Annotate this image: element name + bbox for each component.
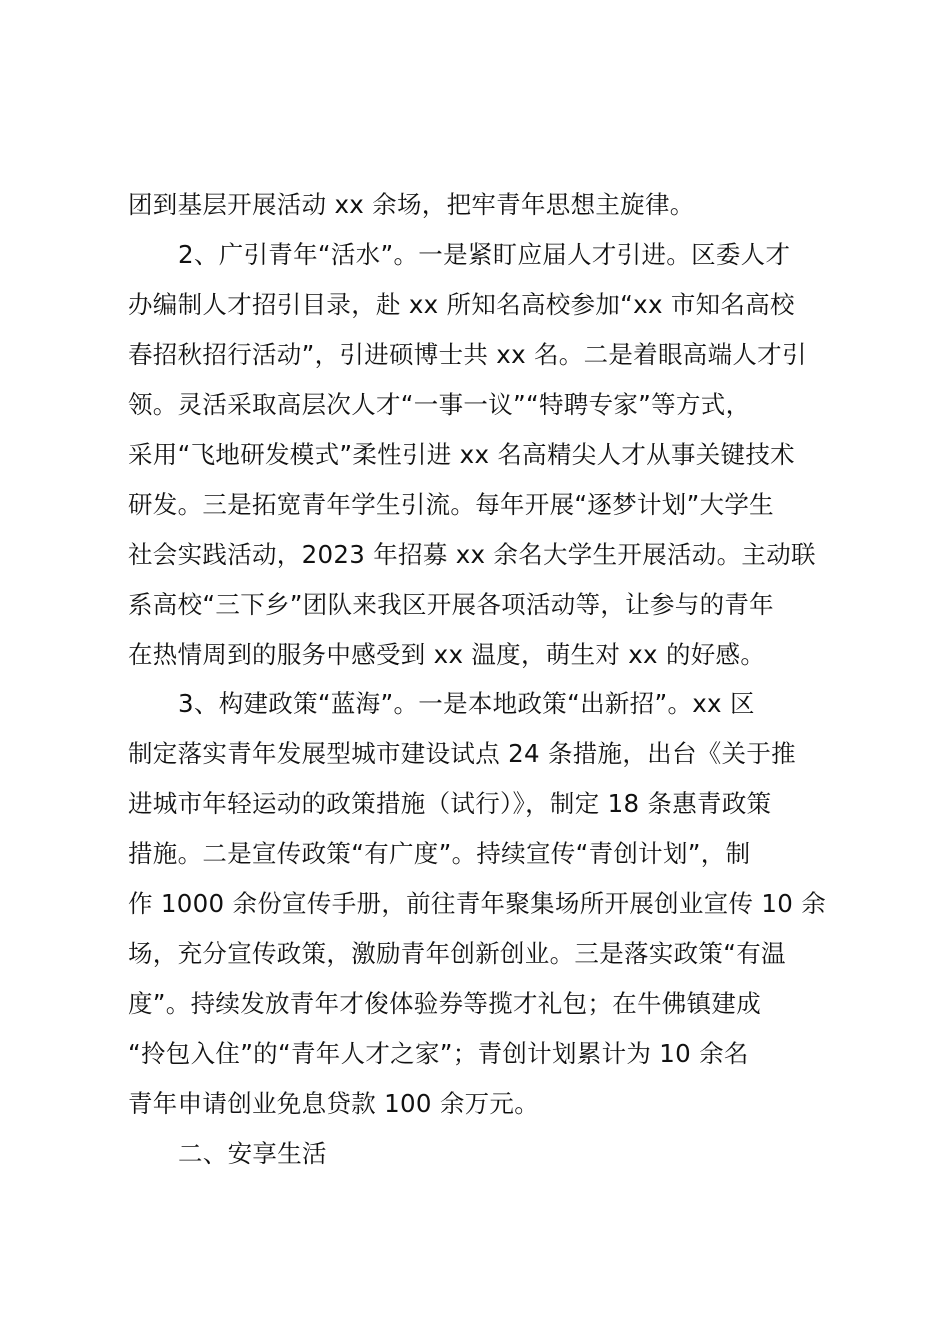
text-line: 系高校“三下乡”团队来我区开展各项活动等，让参与的青年 <box>128 590 774 619</box>
text-line: 2、广引青年“活水”。一是紧盯应届人才引进。区委人才 <box>178 240 791 269</box>
text-line: 场，充分宣传政策，激励青年创新创业。三是落实政策“有温 <box>128 939 786 968</box>
text-line: 采用“飞地研发模式”柔性引进 xx 名高精尖人才从事关键技术 <box>128 440 795 469</box>
text-line: 办编制人才招引目录，赴 xx 所知名高校参加“xx 市知名高校 <box>128 290 795 319</box>
text-line: 社会实践活动，2023 年招募 xx 余名大学生开展活动。主动联 <box>128 540 816 569</box>
text-line: 作 1000 余份宣传手册，前往青年聚集场所开展创业宣传 10 余 <box>128 889 827 918</box>
text-line: 团到基层开展活动 xx 余场，把牢青年思想主旋律。 <box>128 190 695 219</box>
text-line: 研发。三是拓宽青年学生引流。每年开展“逐梦计划”大学生 <box>128 490 774 519</box>
text-line: 春招秋招行活动”，引进硕博士共 xx 名。二是着眼高端人才引 <box>128 340 807 369</box>
text-line: 3、构建政策“蓝海”。一是本地政策“出新招”。xx 区 <box>178 689 755 718</box>
text-line: 在热情周到的服务中感受到 xx 温度，萌生对 xx 的好感。 <box>128 640 766 669</box>
text-line: 青年申请创业免息贷款 100 余万元。 <box>128 1089 540 1118</box>
text-line: 领。灵活采取高层次人才“一事一议”“特聘专家”等方式， <box>128 390 751 419</box>
text-line: 制定落实青年发展型城市建设试点 24 条措施，出台《关于推 <box>128 739 796 768</box>
text-line: 度”。持续发放青年才俊体验券等揽才礼包；在牛佛镇建成 <box>128 989 761 1018</box>
text-line: “拎包入住”的“青年人才之家”；青创计划累计为 10 余名 <box>128 1039 749 1068</box>
text-line: 进城市年轻运动的政策措施（试行）》，制定 18 条惠青政策 <box>128 789 772 818</box>
text-line: 措施。二是宣传政策“有广度”。持续宣传“青创计划”，制 <box>128 839 751 868</box>
section-heading: 二、安享生活 <box>178 1139 327 1168</box>
